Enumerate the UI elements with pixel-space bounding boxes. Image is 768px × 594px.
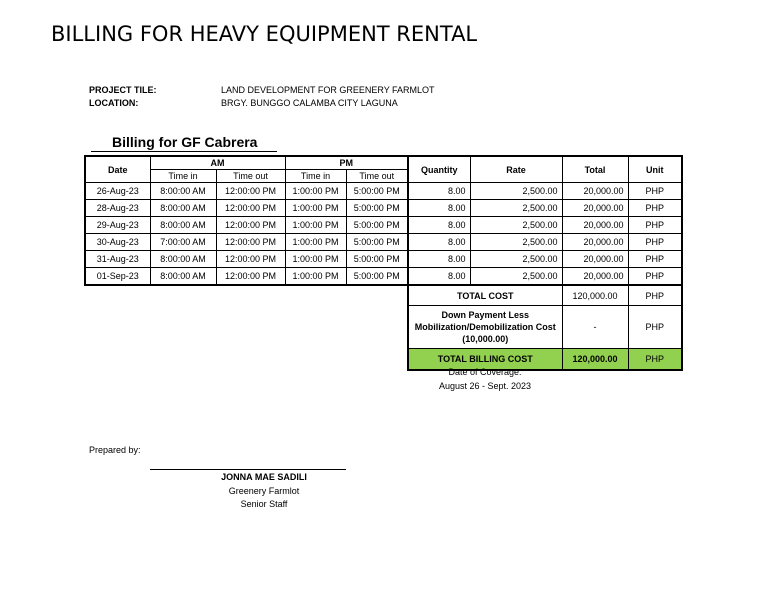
total-cost-unit: PHP	[628, 285, 682, 306]
total-cost-value: 120,000.00	[562, 285, 628, 306]
row-pm-out: 5:00:00 PM	[346, 183, 408, 200]
row-quantity: 8.00	[408, 251, 470, 268]
row-am-out: 12:00:00 PM	[216, 251, 285, 268]
down-payment-label: Down Payment Less Mobilization/Demobilization Cost (10,000.00)	[408, 306, 562, 349]
row-am-out: 12:00:00 PM	[216, 217, 285, 234]
row-am-in: 8:00:00 AM	[150, 200, 216, 217]
row-total: 20,000.00	[562, 234, 628, 251]
row-rate: 2,500.00	[470, 268, 562, 286]
row-rate: 2,500.00	[470, 217, 562, 234]
header-am-time-in: Time in	[150, 170, 216, 183]
row-unit: PHP	[628, 268, 682, 286]
signature-line	[150, 469, 346, 470]
row-date: 31-Aug-23	[85, 251, 150, 268]
row-pm-out: 5:00:00 PM	[346, 251, 408, 268]
project-title-value: LAND DEVELOPMENT FOR GREENERY FARMLOT	[221, 85, 435, 95]
row-unit: PHP	[628, 217, 682, 234]
signatory-company: Greenery Farmlot	[228, 486, 300, 496]
row-am-out: 12:00:00 PM	[216, 200, 285, 217]
row-total: 20,000.00	[562, 217, 628, 234]
row-rate: 2,500.00	[470, 200, 562, 217]
header-unit: Unit	[628, 156, 682, 183]
project-title-label: PROJECT TILE:	[89, 85, 157, 95]
table-row	[85, 234, 682, 251]
row-rate: 2,500.00	[470, 234, 562, 251]
row-pm-out: 5:00:00 PM	[346, 234, 408, 251]
row-unit: PHP	[628, 183, 682, 200]
header-quantity: Quantity	[408, 156, 470, 183]
header-am: AM	[150, 156, 285, 170]
row-am-out: 12:00:00 PM	[216, 268, 285, 286]
header-pm: PM	[285, 156, 408, 170]
header-rate: Rate	[470, 156, 562, 183]
billing-for-heading: Billing for GF Cabrera	[112, 134, 258, 150]
table-row	[85, 268, 682, 286]
heading-underline	[91, 151, 277, 152]
row-date: 01-Sep-23	[85, 268, 150, 286]
row-rate: 2,500.00	[470, 183, 562, 200]
row-quantity: 8.00	[408, 200, 470, 217]
row-am-in: 8:00:00 AM	[150, 251, 216, 268]
row-pm-in: 1:00:00 PM	[285, 251, 346, 268]
row-total: 20,000.00	[562, 268, 628, 286]
row-pm-in: 1:00:00 PM	[285, 183, 346, 200]
row-pm-out: 5:00:00 PM	[346, 268, 408, 286]
prepared-by-label: Prepared by:	[89, 445, 141, 455]
total-billing-label: TOTAL BILLING COST	[408, 349, 562, 371]
row-total: 20,000.00	[562, 183, 628, 200]
row-am-in: 8:00:00 AM	[150, 217, 216, 234]
header-pm-time-out: Time out	[346, 170, 408, 183]
row-date: 30-Aug-23	[85, 234, 150, 251]
row-am-in: 8:00:00 AM	[150, 268, 216, 286]
signatory-position: Senior Staff	[240, 499, 288, 509]
total-cost-label: TOTAL COST	[408, 285, 562, 306]
page-title: BILLING FOR HEAVY EQUIPMENT RENTAL	[51, 22, 478, 46]
row-unit: PHP	[628, 251, 682, 268]
down-payment-unit: PHP	[628, 306, 682, 349]
row-unit: PHP	[628, 234, 682, 251]
row-pm-in: 1:00:00 PM	[285, 234, 346, 251]
table-row	[85, 217, 682, 234]
total-billing-value: 120,000.00	[562, 349, 628, 371]
header-total: Total	[562, 156, 628, 183]
row-rate: 2,500.00	[470, 251, 562, 268]
row-quantity: 8.00	[408, 183, 470, 200]
coverage-value: August 26 - Sept. 2023	[438, 381, 532, 391]
row-total: 20,000.00	[562, 200, 628, 217]
row-quantity: 8.00	[408, 268, 470, 286]
billing-table	[84, 155, 683, 371]
row-pm-out: 5:00:00 PM	[346, 200, 408, 217]
row-quantity: 8.00	[408, 234, 470, 251]
header-pm-time-in: Time in	[285, 170, 346, 183]
coverage-label: Date of Coverage:	[448, 367, 522, 377]
row-date: 26-Aug-23	[85, 183, 150, 200]
location-value: BRGY. BUNGGO CALAMBA CITY LAGUNA	[221, 98, 398, 108]
row-unit: PHP	[628, 200, 682, 217]
location-label: LOCATION:	[89, 98, 139, 108]
row-am-in: 8:00:00 AM	[150, 183, 216, 200]
row-total: 20,000.00	[562, 251, 628, 268]
row-date: 29-Aug-23	[85, 217, 150, 234]
row-pm-in: 1:00:00 PM	[285, 268, 346, 286]
table-row	[85, 251, 682, 268]
table-row	[85, 183, 682, 200]
row-date: 28-Aug-23	[85, 200, 150, 217]
row-am-in: 7:00:00 AM	[150, 234, 216, 251]
total-billing-unit: PHP	[628, 349, 682, 371]
row-am-out: 12:00:00 PM	[216, 183, 285, 200]
table-row	[85, 200, 682, 217]
header-date: Date	[85, 156, 150, 183]
row-pm-in: 1:00:00 PM	[285, 200, 346, 217]
row-pm-in: 1:00:00 PM	[285, 217, 346, 234]
row-pm-out: 5:00:00 PM	[346, 217, 408, 234]
row-am-out: 12:00:00 PM	[216, 234, 285, 251]
signatory-name: JONNA MAE SADILI	[221, 472, 307, 482]
header-am-time-out: Time out	[216, 170, 285, 183]
down-payment-value: -	[562, 306, 628, 349]
row-quantity: 8.00	[408, 217, 470, 234]
